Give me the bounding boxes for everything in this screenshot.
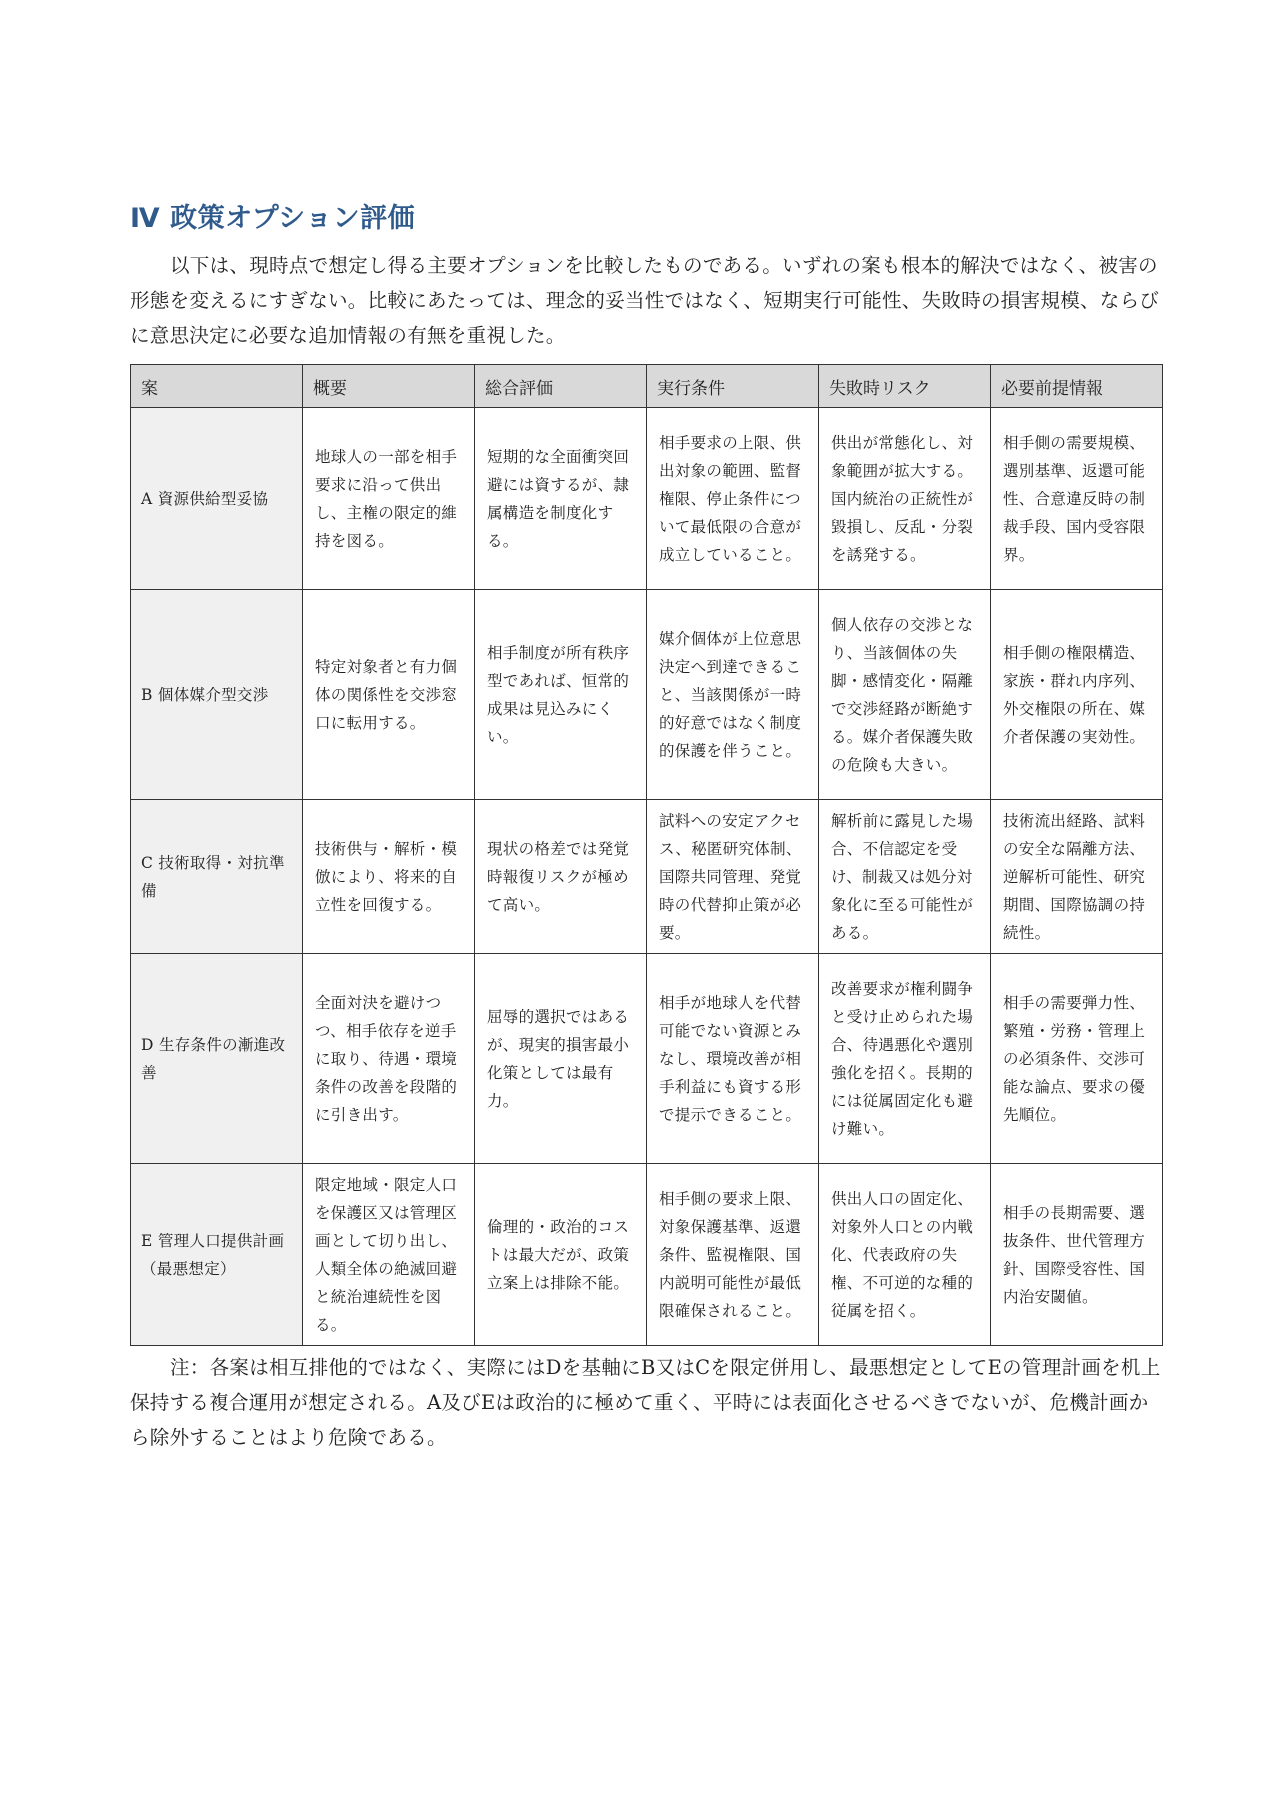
table-row (131, 408, 1163, 590)
cell-risk: 改善要求が権利闘争と受け止められた場合、待遇悪化や選別強化を招く。長期的には従属固定化も避け難い。 (819, 954, 991, 1164)
cell-risk: 解析前に露見した場合、不信認定を受け、制裁又は処分対象化に至る可能性がある。 (819, 800, 991, 954)
cell-evaluation: 倫理的・政治的コストは最大だが、政策立案上は排除不能。 (475, 1164, 647, 1346)
cell-summary: 地球人の一部を相手要求に沿って供出し、主権の限定的維持を図る。 (303, 408, 475, 590)
cell-evaluation: 短期的な全面衝突回避には資するが、隷属構造を制度化する。 (475, 408, 647, 590)
cell-summary: 特定対象者と有力個体の関係性を交渉窓口に転用する。 (303, 590, 475, 800)
cell-risk: 個人依存の交渉となり、当該個体の失脚・感情変化・隔離で交渉経路が断絶する。媒介者保護失敗の危険も大きい。 (819, 590, 991, 800)
cell-summary: 技術供与・解析・模倣により、将来的自立性を回復する。 (303, 800, 475, 954)
cell-plan: B 個体媒介型交渉 (131, 590, 303, 800)
cell-info: 相手側の権限構造、家族・群れ内序列、外交権限の所在、媒介者保護の実効性。 (991, 590, 1163, 800)
section-heading: Ⅳ 政策オプション評価 (130, 203, 416, 234)
table-header-row (131, 365, 1163, 408)
header-summary: 概要 (303, 365, 475, 408)
table-row (131, 800, 1163, 954)
cell-evaluation: 現状の格差では発覚時報復リスクが極めて高い。 (475, 800, 647, 954)
intro-paragraph: 以下は、現時点で想定し得る主要オプションを比較したものである。いずれの案も根本的解決ではなく、被害の形態を変えるにすぎない。比較にあたっては、理念的妥当性ではなく、短期実行可能性、失敗時の損害規模、ならびに意思決定に必要な追加情報の有無を重視した。 (130, 254, 1160, 347)
header-risk: 失敗時リスク (819, 365, 991, 408)
cell-plan: E 管理人口提供計画（最悪想定） (131, 1164, 303, 1346)
cell-info: 技術流出経路、試料の安全な隔離方法、逆解析可能性、研究期間、国際協調の持続性。 (991, 800, 1163, 954)
cell-risk: 供出が常態化し、対象範囲が拡大する。国内統治の正統性が毀損し、反乱・分裂を誘発する。 (819, 408, 991, 590)
table-row (131, 954, 1163, 1164)
cell-plan: C 技術取得・対抗準備 (131, 800, 303, 954)
cell-evaluation: 相手制度が所有秩序型であれば、恒常的成果は見込みにくい。 (475, 590, 647, 800)
cell-conditions: 相手要求の上限、供出対象の範囲、監督権限、停止条件について最低限の合意が成立していること。 (647, 408, 819, 590)
policy-options-table (130, 364, 1163, 1346)
cell-plan: D 生存条件の漸進改善 (131, 954, 303, 1164)
table-row (131, 1164, 1163, 1346)
table-row (131, 590, 1163, 800)
cell-plan: A 資源供給型妥協 (131, 408, 303, 590)
header-info: 必要前提情報 (991, 365, 1163, 408)
header-evaluation: 総合評価 (475, 365, 647, 408)
cell-info: 相手の需要弾力性、繁殖・労務・管理上の必須条件、交渉可能な論点、要求の優先順位。 (991, 954, 1163, 1164)
cell-summary: 限定地域・限定人口を保護区又は管理区画として切り出し、人類全体の絶滅回避と統治連続性を図る。 (303, 1164, 475, 1346)
cell-info: 相手側の需要規模、選別基準、返還可能性、合意違反時の制裁手段、国内受容限界。 (991, 408, 1163, 590)
cell-summary: 全面対決を避けつつ、相手依存を逆手に取り、待遇・環境条件の改善を段階的に引き出す。 (303, 954, 475, 1164)
cell-conditions: 相手側の要求上限、対象保護基準、返還条件、監視権限、国内説明可能性が最低限確保されること。 (647, 1164, 819, 1346)
cell-conditions: 相手が地球人を代替可能でない資源とみなし、環境改善が相手利益にも資する形で提示できること。 (647, 954, 819, 1164)
cell-info: 相手の長期需要、選抜条件、世代管理方針、国際受容性、国内治安閾値。 (991, 1164, 1163, 1346)
header-plan: 案 (131, 365, 303, 408)
cell-evaluation: 屈辱的選択ではあるが、現実的損害最小化策としては最有力。 (475, 954, 647, 1164)
table-note: 注：各案は相互排他的ではなく、実際にはDを基軸にB又はCを限定併用し、最悪想定としてEの管理計画を机上保持する複合運用が想定される。A及びEは政治的に極めて重く、平時には表面化させるべきでないが、危機計画から除外することはより危険である。 (130, 1356, 1161, 1449)
cell-conditions: 媒介個体が上位意思決定へ到達できること、当該関係が一時的好意ではなく制度的保護を伴うこと。 (647, 590, 819, 800)
cell-conditions: 試料への安定アクセス、秘匿研究体制、国際共同管理、発覚時の代替抑止策が必要。 (647, 800, 819, 954)
cell-risk: 供出人口の固定化、対象外人口との内戦化、代表政府の失権、不可逆的な種的従属を招く。 (819, 1164, 991, 1346)
header-conditions: 実行条件 (647, 365, 819, 408)
